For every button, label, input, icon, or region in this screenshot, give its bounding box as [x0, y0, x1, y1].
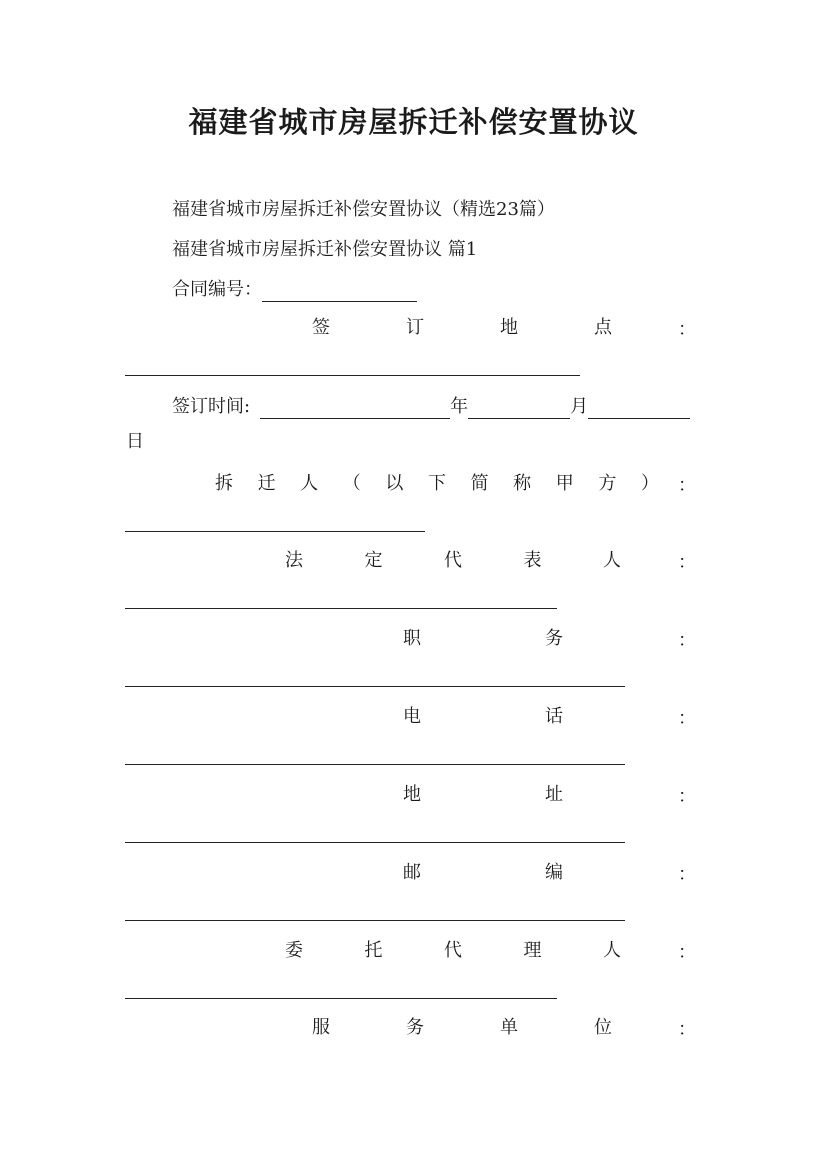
party-a-char: ）	[640, 473, 659, 494]
month-label: 月	[570, 396, 589, 417]
address-blank[interactable]	[125, 841, 625, 843]
position-label	[403, 627, 563, 651]
address-char: 地	[403, 784, 421, 805]
sign-time-label: 签订时间:	[172, 396, 251, 417]
address-colon: ：	[678, 786, 696, 807]
party-a-label	[215, 472, 659, 496]
party-a-char: 简	[470, 473, 489, 494]
party-a-blank[interactable]	[125, 530, 425, 532]
party-a-char: 以	[385, 473, 404, 494]
postcode-blank[interactable]	[125, 919, 625, 921]
contract-number-blank[interactable]	[262, 282, 417, 302]
sign-day-blank[interactable]	[588, 399, 690, 419]
service-unit-char: 务	[406, 1017, 424, 1038]
agent-colon: ：	[678, 942, 696, 963]
sign-place-char: 点	[594, 317, 612, 338]
address-label	[403, 783, 563, 807]
sign-time-row	[172, 395, 690, 419]
legal-rep-label	[285, 549, 621, 573]
party-a-char: 下	[427, 473, 446, 494]
phone-blank[interactable]	[125, 763, 625, 765]
sign-month-blank[interactable]	[468, 399, 570, 419]
postcode-char: 编	[545, 862, 563, 883]
subtitle-line: 福建省城市房屋拆迁补偿安置协议（精选23篇）	[172, 199, 555, 220]
phone-colon: ：	[678, 708, 696, 729]
contract-number-row	[172, 278, 417, 302]
sign-year-blank[interactable]	[260, 399, 450, 419]
legal-rep-char: 定	[364, 550, 383, 571]
sign-place-colon: ：	[678, 319, 696, 340]
address-char: 址	[545, 784, 563, 805]
year-label: 年	[450, 396, 469, 417]
agent-char: 托	[364, 940, 383, 961]
phone-label	[403, 705, 563, 729]
legal-rep-char: 法	[285, 550, 303, 571]
party-a-colon: ：	[678, 475, 696, 496]
legal-rep-colon: ：	[678, 552, 696, 573]
party-a-char: （	[342, 473, 361, 494]
agent-char: 委	[285, 940, 303, 961]
sign-place-label	[312, 316, 612, 340]
day-label: 日	[126, 431, 144, 452]
agent-label	[285, 939, 621, 963]
party-a-char: 迁	[257, 473, 276, 494]
contract-number-label: 合同编号：	[172, 279, 262, 300]
legal-rep-char: 表	[523, 550, 542, 571]
party-a-char: 甲	[555, 473, 574, 494]
phone-char: 电	[403, 706, 421, 727]
party-a-char: 方	[598, 473, 617, 494]
position-colon: ：	[678, 630, 696, 651]
agent-blank[interactable]	[125, 997, 557, 999]
legal-rep-char: 代	[444, 550, 462, 571]
agent-char: 人	[603, 940, 621, 961]
position-blank[interactable]	[125, 685, 625, 687]
document-title: 福建省城市房屋拆迁补偿安置协议	[188, 105, 639, 139]
postcode-char: 邮	[403, 862, 421, 883]
sign-place-char: 地	[500, 317, 518, 338]
sign-place-blank[interactable]	[125, 374, 580, 376]
legal-rep-blank[interactable]	[125, 607, 557, 609]
phone-char: 话	[545, 706, 563, 727]
agent-char: 理	[523, 940, 542, 961]
party-a-char: 人	[300, 473, 319, 494]
party-a-char: 拆	[215, 473, 233, 494]
position-char: 务	[545, 628, 563, 649]
service-unit-char: 服	[312, 1017, 330, 1038]
legal-rep-char: 人	[603, 550, 621, 571]
postcode-label	[403, 861, 563, 885]
service-unit-label	[312, 1016, 612, 1040]
postcode-colon: ：	[678, 864, 696, 885]
section-heading: 福建省城市房屋拆迁补偿安置协议 篇1	[172, 239, 478, 260]
service-unit-char: 单	[500, 1017, 518, 1038]
sign-place-char: 签	[312, 317, 330, 338]
service-unit-colon: ：	[678, 1019, 696, 1040]
sign-place-char: 订	[406, 317, 424, 338]
position-char: 职	[403, 628, 421, 649]
party-a-char: 称	[513, 473, 532, 494]
agent-char: 代	[444, 940, 462, 961]
service-unit-char: 位	[594, 1017, 612, 1038]
